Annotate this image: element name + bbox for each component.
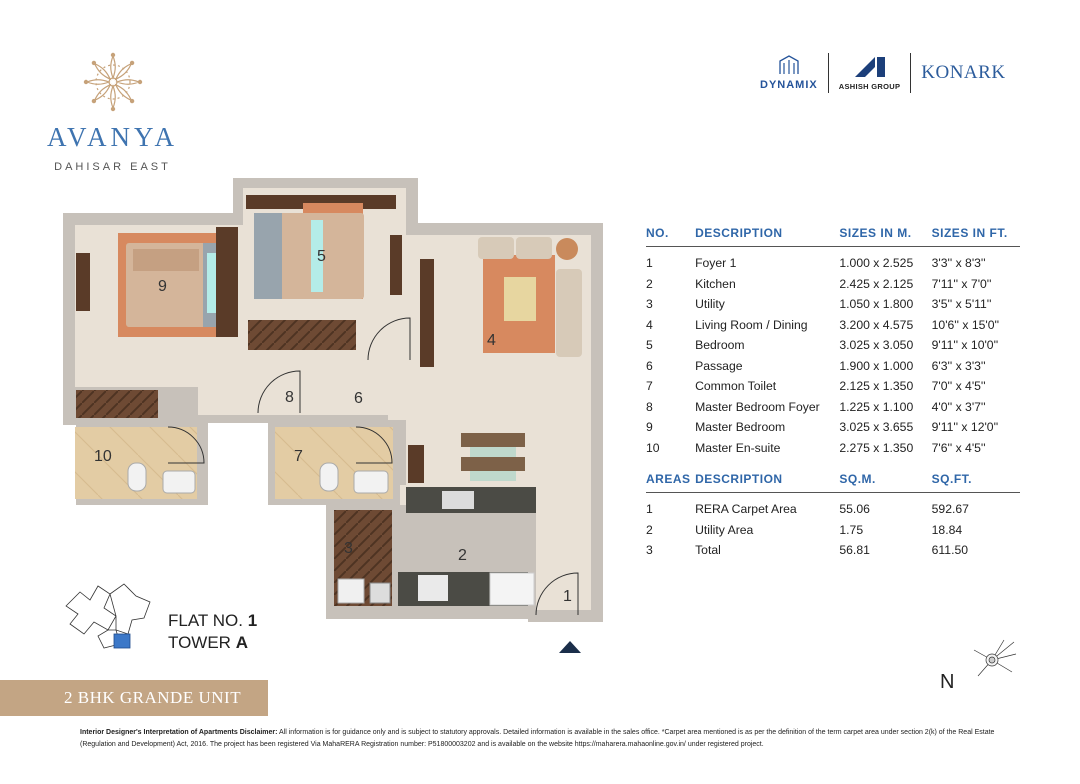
north-label: N [940,671,955,693]
row-no: 7 [646,379,653,394]
row-ft: 7'11'' x 7'0'' [931,276,992,291]
dynamix-logo [760,55,818,91]
room-number-1: 1 [563,588,572,605]
row-desc: Bedroom [695,338,745,353]
row-desc: Master Bedroom [695,420,786,435]
row-no: 9 [646,420,653,435]
row-sqft: 592.67 [931,502,969,517]
row-sqm: 55.06 [839,502,870,517]
row-m: 2.425 x 2.125 [839,276,914,291]
row-no: 3 [646,543,653,558]
room-number-4: 4 [487,332,496,349]
row-ft: 7'6'' x 4'5'' [931,440,986,455]
row-ft: 4'0'' x 3'7'' [931,399,986,414]
row-m: 3.025 x 3.655 [839,420,914,435]
table-row [646,499,1020,520]
table-row [646,540,1020,561]
room-number-10: 10 [94,448,112,465]
row-desc: Master En-suite [695,440,781,455]
entrance-marker-icon [558,640,582,654]
row-ft: 3'3'' x 8'3'' [931,256,986,271]
brand-logo [40,50,185,173]
row-sqft: 18.84 [931,522,963,537]
konark-logo [921,62,1005,84]
row-no: 10 [646,440,660,455]
header-description: DESCRIPTION [695,226,783,240]
row-desc: Passage [695,358,743,373]
table-row [646,335,1020,356]
row-no: 1 [646,256,653,271]
tower-label: TOWER [168,633,231,652]
row-no: 8 [646,399,653,414]
tower-letter: A [235,633,248,652]
header-no: NO. [646,226,669,240]
table-row [646,315,1020,336]
row-no: 2 [646,276,653,291]
row-ft: 7'0'' x 4'5'' [931,379,986,394]
konark-name: KONARK [921,62,1006,83]
floor-plan [58,175,603,625]
row-sqft: 611.50 [931,543,969,558]
unit-type-banner: 2 BHK GRANDE UNIT [0,680,268,716]
row-m: 2.125 x 1.350 [839,379,914,394]
table-header [646,226,1020,247]
row-sqm: 1.75 [839,522,864,537]
logo-divider [828,53,829,93]
row-ft: 9'11'' x 10'0'' [931,338,999,353]
disclaimer-body: All information is for guidance only and is subject to statutory approvals. Detailed information is available in the sales office. *Carpet area mentioned is as per the definition of the term carpet area under section 2(k) of the Real Estate (Regulation and Development) Act, 2016. The project has been registered Via MahaRERA Registration number: P51800003202 and is available on the website https://maharera.mahaonline.gov.in/ under registered project. [80,729,995,748]
table-row [646,417,1020,438]
row-m: 3.025 x 3.050 [839,338,914,353]
dynamix-building-icon [778,55,800,75]
logo-divider [910,53,911,93]
areas-table [646,472,1020,561]
row-ft: 6'3'' x 3'3'' [931,358,986,373]
row-ft: 3'5'' x 5'11'' [931,297,992,312]
row-no: 2 [646,522,653,537]
table-row [646,294,1020,315]
room-number-2: 2 [458,547,467,564]
row-m: 3.200 x 4.575 [839,317,914,332]
row-no: 5 [646,338,653,353]
row-ft: 9'11'' x 12'0'' [931,420,999,435]
row-desc: Foyer 1 [695,256,737,271]
flat-tower-label [168,610,257,654]
flat-label: FLAT NO. [168,611,243,630]
table-row [646,397,1020,418]
key-plan [58,578,158,653]
row-m: 1.900 x 1.000 [839,358,914,373]
header-areas: AREAS [646,472,691,486]
room-sizes-table [646,226,1020,561]
tower-a-highlight [114,634,130,648]
header-area-description: DESCRIPTION [695,472,783,486]
disclaimer [80,727,1000,751]
row-m: 1.050 x 1.800 [839,297,914,312]
table-row [646,253,1020,274]
areas-header [646,472,1020,493]
table-row [646,520,1020,541]
row-no: 4 [646,317,653,332]
ashish-mark-icon [853,55,887,79]
row-m: 1.225 x 1.100 [839,399,914,414]
row-no: 3 [646,297,653,312]
row-desc: Total [695,543,721,558]
table-row [646,438,1020,459]
brand-name: AVANYA [46,122,179,152]
row-ft: 10'6'' x 15'0'' [931,317,1000,332]
header-sizes-m: SIZES IN M. [839,226,912,240]
room-number-9: 9 [158,278,167,295]
ashish-name: ASHISH GROUP [838,82,901,91]
room-number-5: 5 [317,248,326,265]
compass-icon [932,636,1022,696]
row-no: 6 [646,358,653,373]
room-number-7: 7 [294,448,303,465]
row-m: 2.275 x 1.350 [839,440,914,455]
table-row [646,356,1020,377]
row-desc: Living Room / Dining [695,317,808,332]
row-m: 1.000 x 2.525 [839,256,914,271]
table-row [646,376,1020,397]
table-row [646,274,1020,295]
row-desc: Common Toilet [695,379,777,394]
row-desc: RERA Carpet Area [695,502,797,517]
header-sqm: SQ.M. [839,472,876,486]
dynamix-name: DYNAMIX [760,79,818,91]
partner-logos [760,52,1006,94]
row-desc: Utility [695,297,725,312]
row-desc: Utility Area [695,522,754,537]
room-number-3: 3 [344,540,353,557]
ashish-logo [839,55,901,91]
row-sqm: 56.81 [839,543,870,558]
mandala-icon [81,50,145,114]
row-desc: Master Bedroom Foyer [695,399,820,414]
flat-number: 1 [247,611,258,630]
room-number-8: 8 [285,389,294,406]
room-number-6: 6 [354,390,363,407]
row-no: 1 [646,502,653,517]
header-sqft: SQ.FT. [931,472,972,486]
disclaimer-title: Interior Designer's Interpretation of Apartments Disclaimer: [80,729,278,736]
brand-location: DAHISAR EAST [54,161,171,173]
row-desc: Kitchen [695,276,736,291]
header-sizes-ft: SIZES IN FT. [931,226,1008,240]
